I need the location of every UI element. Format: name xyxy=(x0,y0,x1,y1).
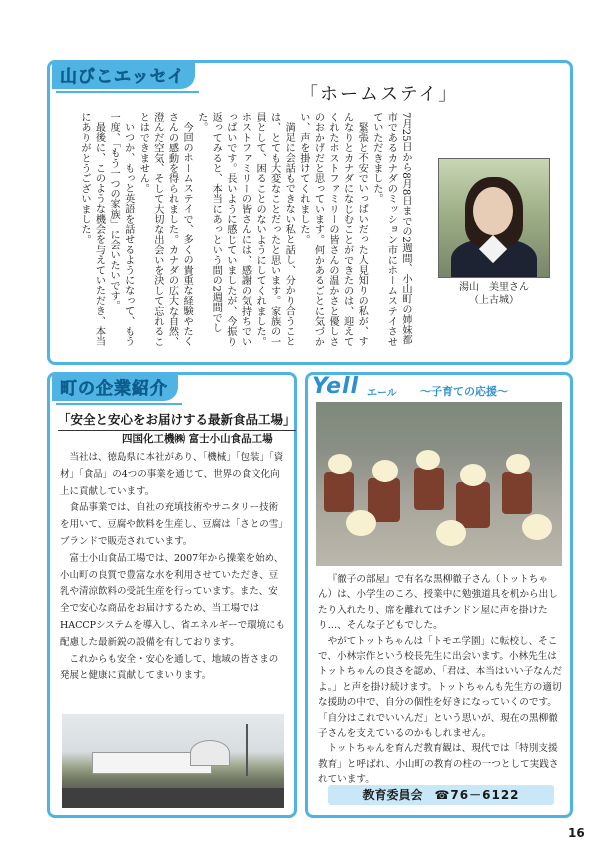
company-section-title: 町の企業紹介 xyxy=(52,372,178,401)
company-paragraph: 食品事業では、自社の充填技術やサニタリー技術を用いて、豆腐や飲料を生産し、豆腐は「さとの雪」ブランドで販売されています。 xyxy=(60,502,284,547)
yellow-hat xyxy=(506,454,530,474)
author-photo xyxy=(438,158,550,278)
essay-body xyxy=(62,112,412,350)
company-paragraph: これからも安全・安心を通して、地域の皆さまの発展と健康に貢献してまいります。 xyxy=(60,653,279,682)
company-body xyxy=(60,450,286,685)
yell-paragraph: 『徹子の部屋』で有名な黒柳徹子さん（トットちゃん）は、小学生のころ、授業中に勉強道具を机から出したり入れたり、席を離れてはチンドン屋に声を掛けたり…、そんな子どもでした。 xyxy=(318,574,558,632)
company-paragraph: 富士小山食品工場では、2007年から操業を始め、小山町の良質で豊富な水を利用させていただき、豆乳や清涼飲料の受託生産を行っています。また、安全で安心な商品をお届けするため、当工場ではHACCPシステムを導入し、省エネルギーで環境にも配慮した最新鋭の設備を有しております。 xyxy=(60,552,286,648)
yell-paragraph: やがてトットちゃんは「トモエ学園」に転校し、そこで、小林宗作という校長先生に出会います。小林先生はトットちゃんの良さを認め、「君は、本当はいい子なんだよ。」と声を掛け続けます。トットちゃんも先生方の適切な援助の中で、自分の個性を好きになっていくのです。「自分はこれでいいんだ」という思いが、現在の黒柳徹子さんを支えているのかもしれません。 xyxy=(318,635,562,740)
essay-section-title: 山びこエッセイ xyxy=(52,60,195,89)
yell-logo: Yell xyxy=(312,374,360,399)
yellow-hat xyxy=(522,514,552,540)
photo-face xyxy=(473,187,513,235)
school-bag xyxy=(414,468,444,510)
school-bag xyxy=(502,472,532,514)
school-bag xyxy=(456,482,490,528)
factory-dome xyxy=(190,740,230,766)
author-caption xyxy=(442,281,546,307)
contact-label: 教育委員会 xyxy=(362,788,423,802)
factory-photo xyxy=(62,714,284,808)
yell-tagline: ～子育ての応援～ xyxy=(420,385,508,398)
author-name: 湯山 美里さん xyxy=(459,282,529,293)
author-school: （上古城） xyxy=(469,295,519,306)
essay-paragraph: いつか、もっと英語を話せるようになって、もう一度、「もう一つの家族」に会いたいです。 xyxy=(108,112,134,347)
yellow-hat xyxy=(436,520,466,546)
company-headline: 「安全と安心をお届けする最新食品工場」 xyxy=(58,410,296,431)
essay-paragraph: 今回のホームステイで、多くの貴重な経験やたくさんの感動を得られました。カナダの広大な自然、澄んだ空気、そして大切な出会いを決して忘れることはできません。 xyxy=(137,112,193,347)
yellow-hat xyxy=(460,464,486,486)
essay-paragraph: 満足に会話もできない私と話し、分かり合うことは、とても大変なことだったと思います。家族の一員として、困ることのないようにしてくれました。ホストファミリーの皆さんには、感謝の気持ちでいっぱいです。長いように感じていましたが、今振り返ってみると、本当にあっという間の2週間でした。 xyxy=(195,112,295,347)
factory-road xyxy=(62,788,284,808)
yell-logo-reading: エール xyxy=(367,388,397,399)
essay-paragraph: 最後に、このような機会を与えていただき、本当にありがとうございました。 xyxy=(78,112,105,347)
children-photo xyxy=(316,402,562,566)
page-number: 16 xyxy=(568,826,585,840)
yell-body xyxy=(318,572,562,788)
contact-phone: ☎76－6122 xyxy=(434,788,520,802)
company-paragraph: 当社は、徳島県に本社があり、「機械」「包装」「資材」「食品」の4つの事業を通じて、世界の食文化向上に貢献しています。 xyxy=(60,452,284,497)
yellow-hat xyxy=(328,454,352,474)
yellow-hat xyxy=(416,450,440,470)
yellow-hat xyxy=(372,460,398,482)
contact-bar xyxy=(328,785,554,805)
company-name: 四国化工機㈱ 富士小山食品工場 xyxy=(122,433,273,445)
essay-paragraph: 緊張と不安でいっぱいだった人見知りの私が、すんなりとカナダになじむことができたのは、迎えてくれたホストファミリーの皆さんの温かさと優しさのおかげだと思っています。何かあるごとに気づかい、声を掛けてくれました。 xyxy=(297,112,368,347)
yellow-hat xyxy=(346,510,376,536)
yell-paragraph: トットちゃんを育んだ教育観は、現代では「特別支援教育」と呼ばれ、小山町の教育の柱の一つとして実践されています。 xyxy=(318,743,559,786)
school-bag xyxy=(324,472,354,512)
essay-heading: 「ホームステイ」 xyxy=(300,84,459,105)
essay-paragraph: 7月25日から8月8日までの2週間、小山町の姉妹都市であるカナダのミッション市にホームステイさせていただきました。 xyxy=(370,112,411,347)
factory-pole xyxy=(246,724,248,776)
